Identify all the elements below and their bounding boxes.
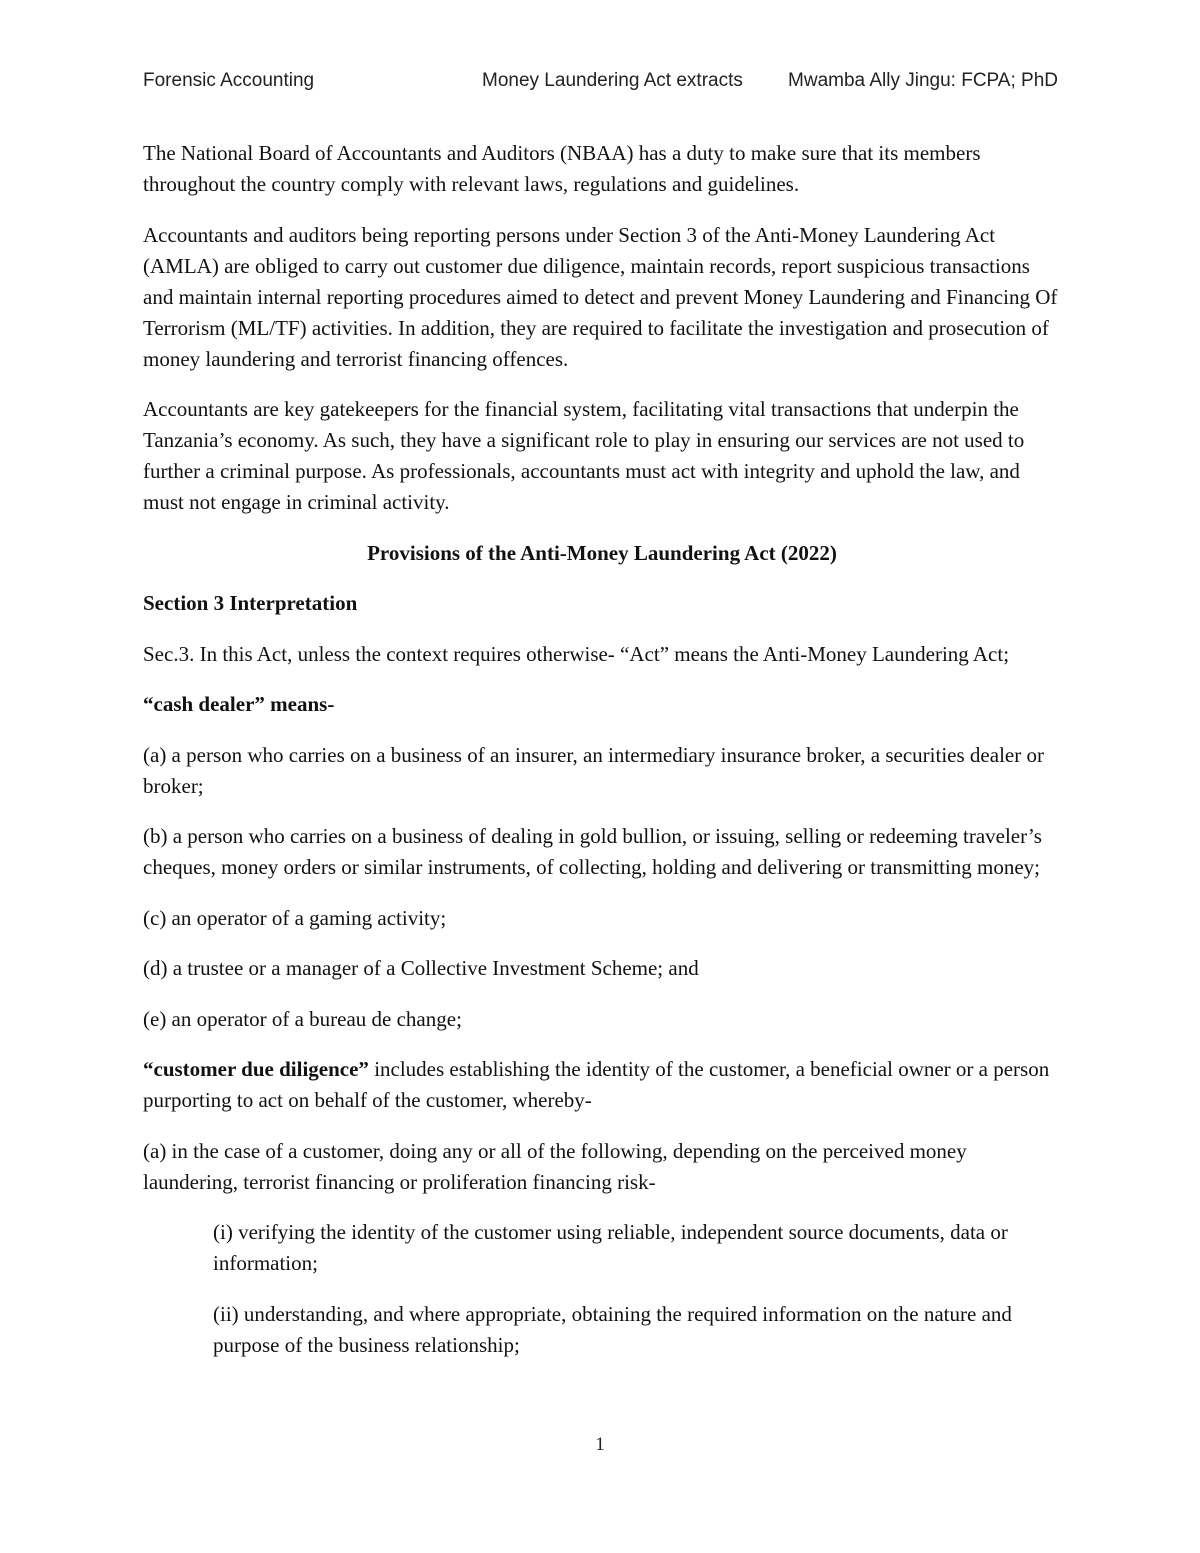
- header-left-text: Forensic Accounting: [143, 70, 315, 91]
- paragraph-nbaa-duty: The National Board of Accountants and Auditors (NBAA) has a duty to make sure that its members throughout the country comply with relevant laws, regulations and guidelines.: [143, 141, 981, 196]
- cash-dealer-item-d: (d) a trustee or a manager of a Collective Investment Scheme; and: [143, 956, 699, 980]
- page-number: 1: [595, 1434, 605, 1455]
- cash-dealer-item-a: (a) a person who carries on a business of an insurer, an intermediary insurance broker, a securities dealer or broker;: [143, 742, 1044, 798]
- cdd-definition-text: includes establishing the identity of the customer, a beneficial owner or a person purporting to act on behalf of the customer, whereby-: [143, 1057, 1050, 1112]
- cash-dealer-item-b: (b) a person who carries on a business of dealing in gold bullion, or issuing, selling or redeeming traveler’s cheques, money orders or similar instruments, of collecting, holding and delivering or transmitting money;: [143, 824, 1042, 879]
- heading-provisions-text: Provisions of the Anti-Money Laundering Act (2022): [367, 540, 837, 565]
- header-right-text: Mwamba Ally Jingu: FCPA; PhD: [788, 70, 1058, 91]
- cdd-item-a-i: (i) verifying the identity of the customer using reliable, independent source documents, data or information;: [213, 1220, 1008, 1275]
- cdd-item-a-ii: (ii) understanding, and where appropriate, obtaining the required information on the nature and purpose of the business relationship;: [213, 1301, 1012, 1357]
- heading-section-3-text: Section 3 Interpretation: [143, 591, 358, 615]
- cash-dealer-term-text: “cash dealer” means-: [143, 692, 335, 716]
- cdd-definition: [143, 1054, 1061, 1116]
- cash-dealer-term: [143, 689, 1061, 720]
- cdd-item-a: (a) in the case of a customer, doing any or all of the following, depending on the perceived money laundering, terrorist financing or proliferation financing risk-: [143, 1138, 967, 1194]
- page-header: [143, 70, 1058, 98]
- paragraph-reporting-persons: Accountants and auditors being reporting persons under Section 3 of the Anti-Money Laundering Act (AMLA) are obliged to carry out customer due diligence, maintain records, report suspicious transactions and maintain internal reporting procedures aimed to detect and prevent Money Laundering and Financing Of Terrorism (ML/TF) activities. In addition, they are required to facilitate the investigation and prosecution of money laundering and terrorist financing offences.: [143, 222, 1058, 371]
- cdd-term: “customer due diligence”: [143, 1057, 369, 1081]
- heading-provisions: [143, 538, 1061, 569]
- document-body: [143, 138, 1061, 1380]
- sec3-intro: Sec.3. In this Act, unless the context requires otherwise- “Act” means the Anti-Money Laundering Act;: [143, 641, 1010, 666]
- cash-dealer-item-e: (e) an operator of a bureau de change;: [143, 1006, 462, 1031]
- header-center-text: Money Laundering Act extracts: [482, 70, 743, 91]
- cash-dealer-item-c: (c) an operator of a gaming activity;: [143, 905, 447, 930]
- paragraph-gatekeepers: Accountants are key gatekeepers for the financial system, facilitating vital transactions that underpin the Tanzania’s economy. As such, they have a significant role to play in ensuring our services are not used to further a criminal purpose. As professionals, accountants must act with integrity and uphold the law, and must not engage in criminal activity.: [143, 397, 1025, 514]
- heading-section-3: [143, 588, 1061, 619]
